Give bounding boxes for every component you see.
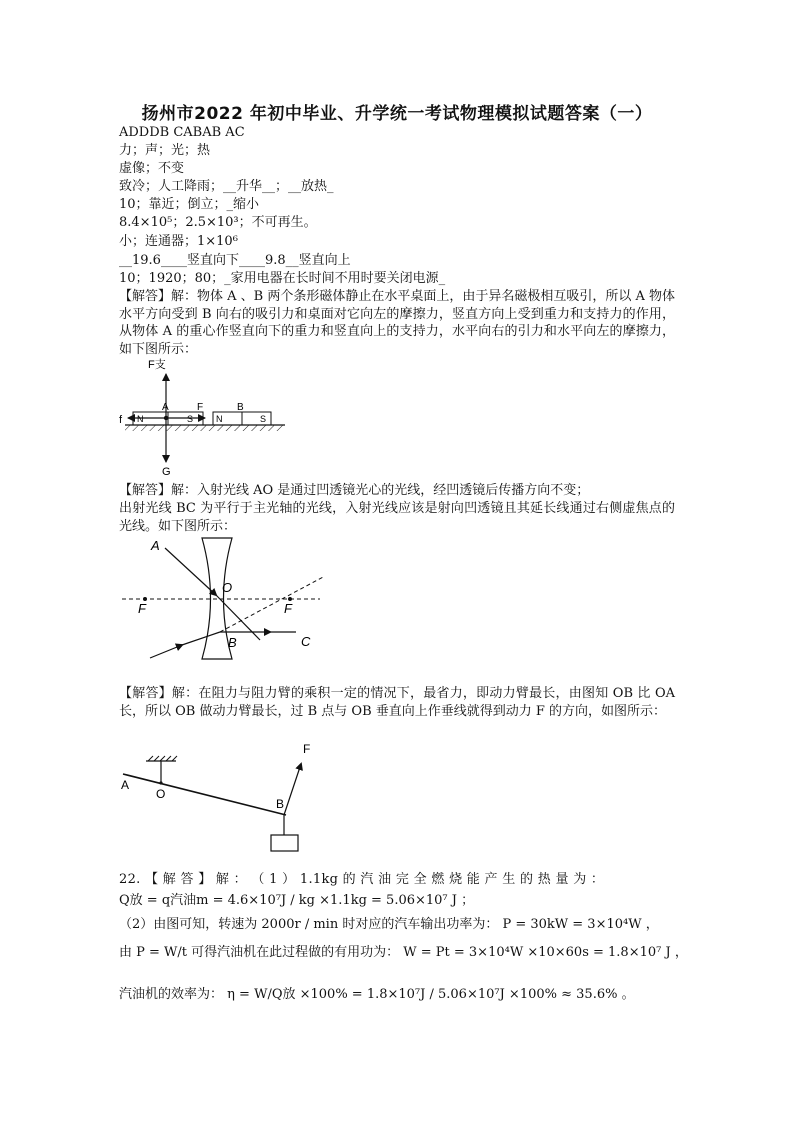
answer-line-1: ADDDB CABAB AC xyxy=(119,125,245,140)
answer-paragraph-magnets: 【解答】解：物体 A 、B 两个条形磁体静止在水平桌面上，由于异名磁极相互吸引，所以 A 物体水平方向受到 B 向右的吸引力和桌面对它向左的摩擦力，竖直方向上受到重力和支持力的作用，从物体 A 的重心作竖直向下的重力和竖直向上的支持力，水平向右的引力和水平向左的摩擦力，如下图所示： xyxy=(119,289,675,357)
force-f-arrow xyxy=(284,764,301,815)
label-f-left: F xyxy=(138,601,146,616)
answer-line-6: 8.4×10⁵；2.5×10³；不可再生。 xyxy=(119,215,317,230)
label-a: A xyxy=(151,538,160,553)
label-g: G xyxy=(162,466,171,478)
label-b: B xyxy=(237,402,244,413)
concave-lens-figure xyxy=(120,533,330,667)
answer-line-7: 小；连通器；1×10⁶ xyxy=(119,234,238,249)
magnet-force-figure xyxy=(115,355,295,484)
answer-paragraph-lens: 出射光线 BC 为平行于主光轴的光线，入射光线应该是射向凹透镜且其延长线通过右侧虚焦点的光线。如下图所示： xyxy=(119,501,675,534)
label-n2: N xyxy=(216,414,223,424)
answer-line-3: 虚像；不变 xyxy=(119,161,185,176)
label-s1: S xyxy=(187,414,194,424)
label-f: F xyxy=(197,402,204,413)
label-s2: S xyxy=(260,414,267,424)
q22-step-4: 汽油机的效率为： η = W/Q放 ×100% = 1.8×10⁷J / 5.06×10⁷J ×100% ≈ 35.6% 。 xyxy=(119,987,635,1002)
answer-line-8: __19.6____竖直向下____9.8__竖直向上 xyxy=(119,253,351,268)
q22-intro: 22. 【 解 答 】 解 ： （ 1 ） 1.1kg 的 汽 油 完 全 燃 烧 能 产 生 的 热 量 为 ： xyxy=(119,872,605,887)
label-f-right: F xyxy=(284,601,292,616)
q22-step-2: （2）由图可知，转速为 2000r / min 时对应的汽车输出功率为： P = 30kW = 3×10⁴W ， xyxy=(119,917,659,932)
pivot-o xyxy=(159,781,162,784)
table-hatch xyxy=(125,425,285,431)
lever-bar xyxy=(123,774,286,815)
ray-o-out xyxy=(216,595,260,640)
q22-step-3: 由 P = W/t 可得汽油机在此过程做的有用功为： W = Pt = 3×10⁴W ×10×60s = 1.8×10⁷ J ， xyxy=(119,945,688,960)
answer-paragraph-lever: 【解答】解：在阻力与阻力臂的乘积一定的情况下，最省力，即动力臂最长，由图知 OB 比 OA 长，所以 OB 做动力臂最长，过 B 点与 OB 垂直向上作垂线就得到动力 F 的方向，如图所示： xyxy=(119,686,675,719)
page-title: 扬州市2022 年初中毕业、升学统一考试物理模拟试题答案（一） xyxy=(141,104,653,124)
answer-line-lens-1: 【解答】解：入射光线 AO 是通过凹透镜光心的光线，经凹透镜后传播方向不变； xyxy=(119,483,590,498)
answer-line-9: 10；1920；80；_家用电器在长时间不用时要关闭电源_ xyxy=(119,271,446,286)
label-b: B xyxy=(276,797,285,811)
label-f: F xyxy=(303,742,311,756)
label-n1: N xyxy=(137,414,144,424)
label-c: C xyxy=(301,634,311,649)
center-of-gravity xyxy=(164,416,168,420)
ray-extension xyxy=(220,576,325,632)
label-f-support: F支 xyxy=(148,359,166,371)
answer-line-2: 力；声；光；热 xyxy=(119,143,211,158)
incident-ray-b xyxy=(150,645,182,658)
answer-line-4: 致冷；人工降雨；__升华__；__放热_ xyxy=(119,179,334,194)
label-o: O xyxy=(222,580,233,595)
weight-block xyxy=(271,835,298,851)
q22-equation-1: Q放 = q汽油m = 4.6×10⁷J / kg ×1.1kg = 5.06×10⁷ J ； xyxy=(119,893,475,908)
label-a: A xyxy=(162,402,169,413)
label-a: A xyxy=(121,778,130,792)
answer-line-5: 10；靠近；倒立；_缩小 xyxy=(119,197,260,212)
label-b: B xyxy=(228,635,237,650)
label-friction: f xyxy=(119,414,123,426)
lever-figure xyxy=(118,738,328,860)
label-o: O xyxy=(156,787,166,801)
